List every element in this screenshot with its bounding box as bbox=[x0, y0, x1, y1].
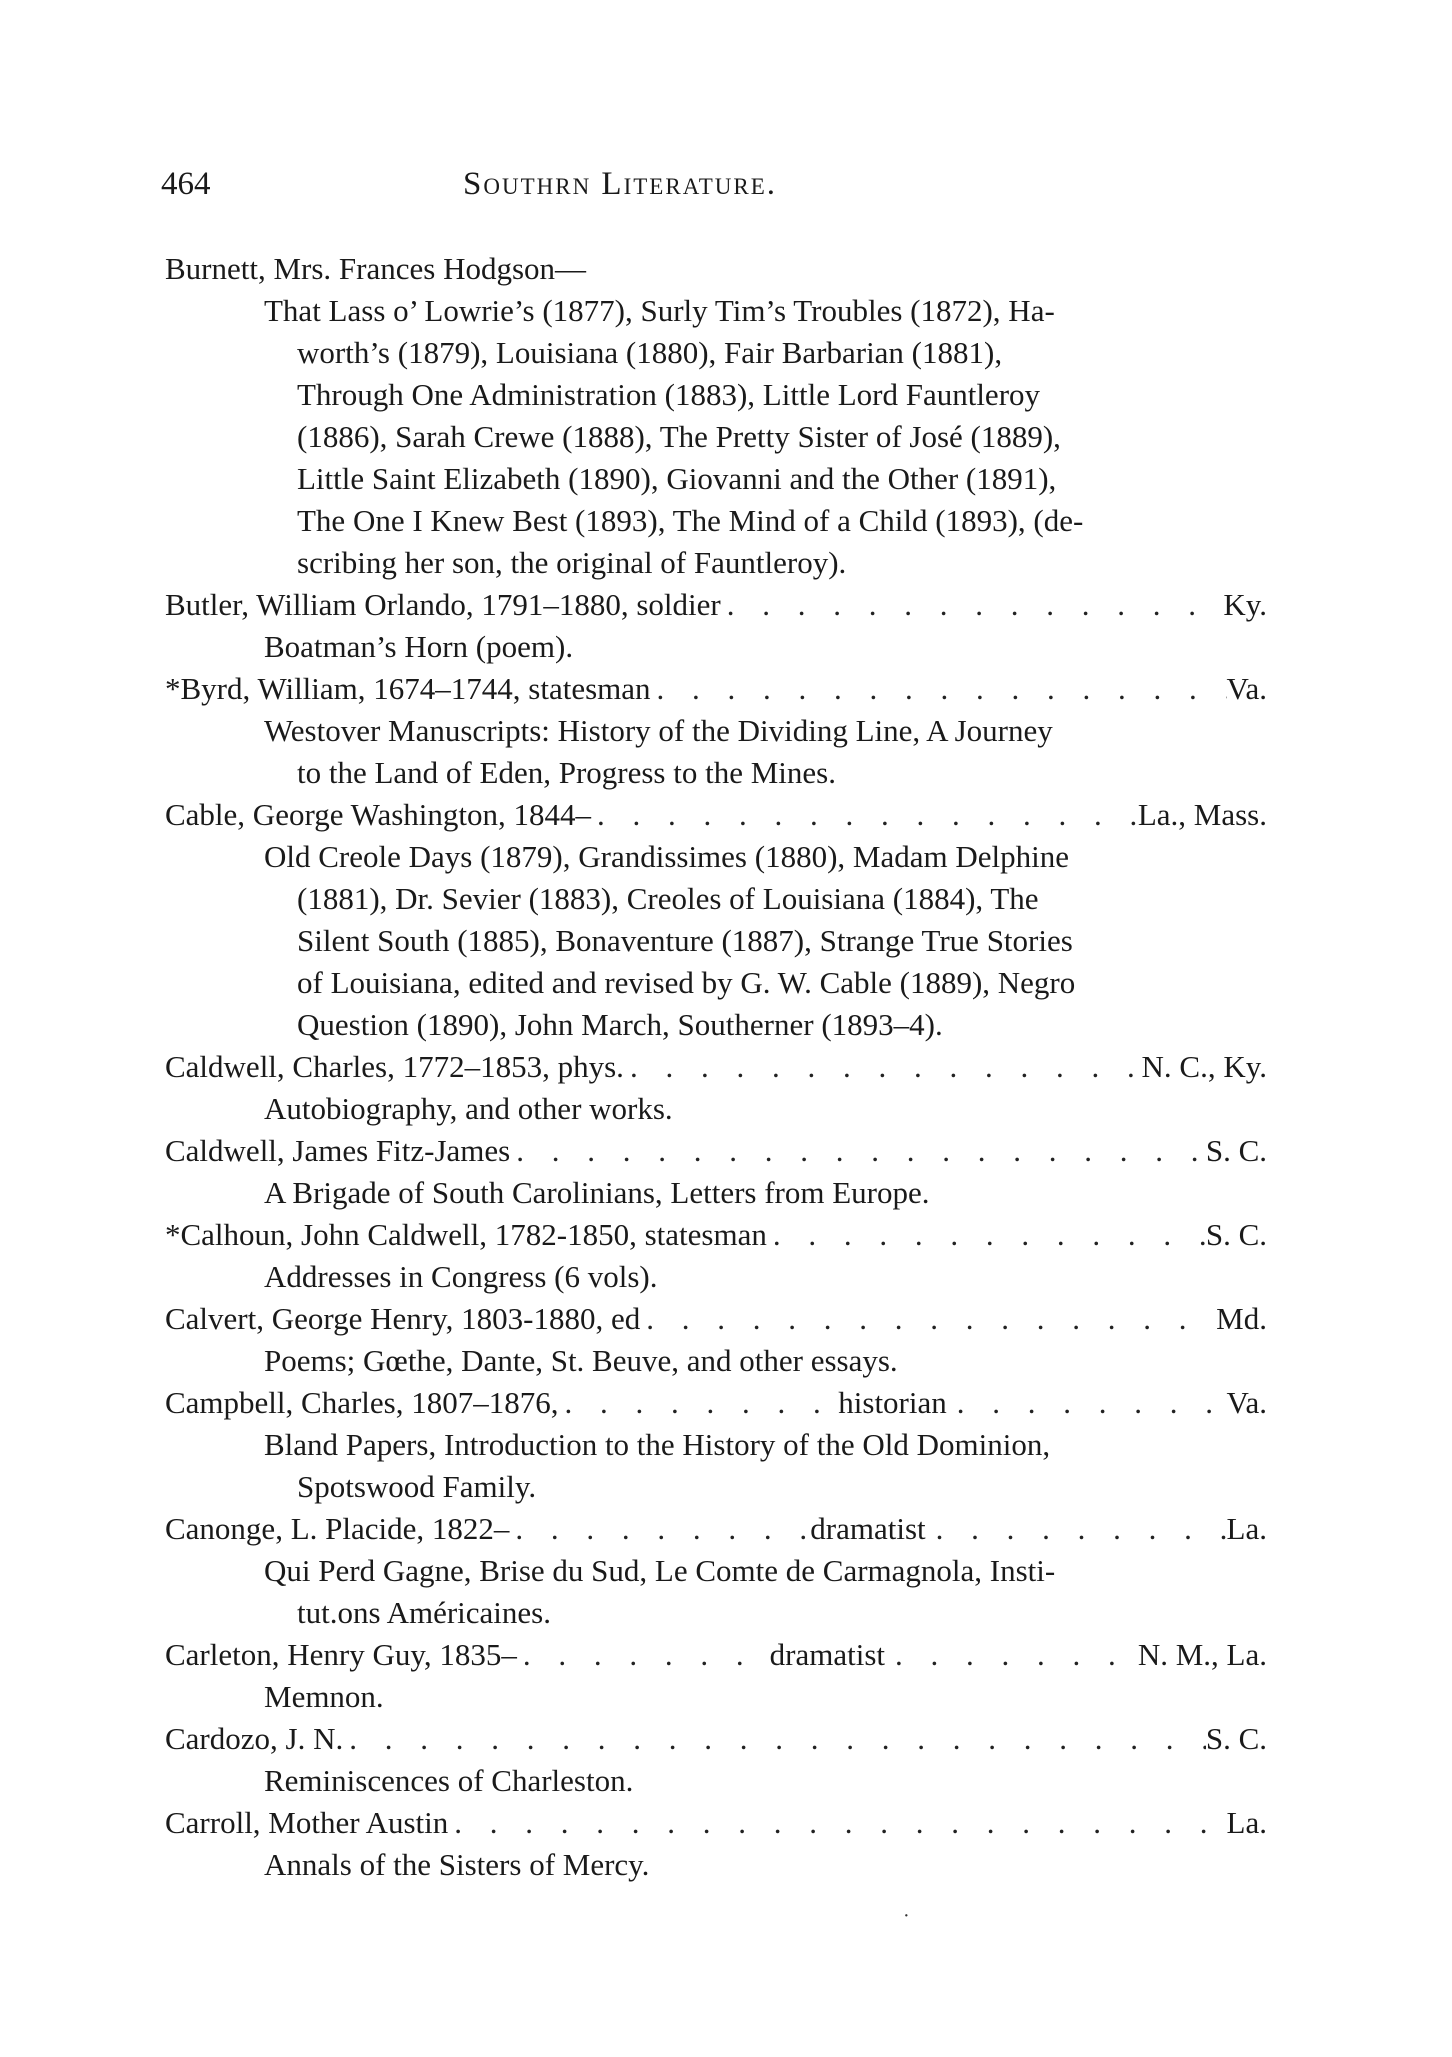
works-list bbox=[198, 710, 1267, 794]
works-line: tut.ons Américaines. bbox=[297, 1595, 551, 1630]
author-name: Caldwell, James Fitz-James bbox=[165, 1133, 511, 1168]
author-state: Va. bbox=[1226, 1385, 1268, 1420]
author-state: S. C. bbox=[1205, 1721, 1267, 1756]
author-name: Canonge, L. Placide, 1822– bbox=[165, 1511, 510, 1546]
works-list bbox=[198, 290, 1267, 584]
dot-leader bbox=[930, 1508, 1227, 1550]
author-entry bbox=[165, 1298, 1267, 1382]
page-number: 464 bbox=[161, 166, 211, 202]
author-state: La. bbox=[1226, 1805, 1267, 1840]
works-list bbox=[198, 1550, 1267, 1634]
dot-leader bbox=[517, 1634, 766, 1676]
running-head bbox=[161, 166, 1261, 216]
dot-leader bbox=[889, 1634, 1138, 1676]
works-list bbox=[198, 1760, 1267, 1802]
author-heading: Burnett, Mrs. Frances Hodgson— bbox=[165, 251, 587, 286]
author-name: Caldwell, Charles, 1772–1853, phys. bbox=[165, 1049, 624, 1084]
author-entry bbox=[165, 1214, 1267, 1298]
author-state: La. bbox=[1226, 1511, 1267, 1546]
works-line: Little Saint Elizabeth (1890), Giovanni and the Other (1891), bbox=[297, 461, 1057, 496]
works-line: Autobiography, and other works. bbox=[264, 1091, 673, 1126]
author-heading bbox=[165, 1382, 1267, 1424]
dot-leader bbox=[721, 584, 1224, 626]
works-line: Bland Papers, Introduction to the History of the Old Dominion, bbox=[264, 1427, 1051, 1462]
author-entry bbox=[165, 1382, 1267, 1508]
dot-leader bbox=[510, 1130, 1206, 1172]
author-name: Butler, William Orlando, 1791–1880, soldier bbox=[165, 587, 721, 622]
author-state: Ky. bbox=[1223, 587, 1267, 622]
author-entry bbox=[165, 668, 1267, 794]
works-line: Boatman’s Horn (poem). bbox=[264, 629, 574, 664]
author-state: Md. bbox=[1216, 1301, 1267, 1336]
author-heading bbox=[165, 794, 1267, 836]
works-line: Spotswood Family. bbox=[297, 1469, 537, 1504]
author-role: historian bbox=[838, 1385, 947, 1420]
works-list bbox=[198, 626, 1267, 668]
author-name: Cardozo, J. N. bbox=[165, 1721, 344, 1756]
author-name: *Calhoun, John Caldwell, 1782-1850, statesman bbox=[165, 1217, 767, 1252]
works-list bbox=[198, 836, 1267, 1046]
author-entries bbox=[165, 248, 1267, 1886]
author-heading bbox=[165, 1802, 1267, 1844]
author-state: La., Mass. bbox=[1137, 797, 1267, 832]
works-line: worth’s (1879), Louisiana (1880), Fair Barbarian (1881), bbox=[297, 335, 1003, 370]
works-line: A Brigade of South Carolinians, Letters from Europe. bbox=[264, 1175, 930, 1210]
dot-leader bbox=[448, 1802, 1226, 1844]
author-entry bbox=[165, 584, 1267, 668]
dot-leader bbox=[343, 1718, 1206, 1760]
author-entry bbox=[165, 794, 1267, 1046]
author-entry bbox=[165, 1718, 1267, 1802]
author-heading bbox=[165, 1634, 1267, 1676]
author-state: S. C. bbox=[1205, 1133, 1267, 1168]
works-line: Qui Perd Gagne, Brise du Sud, Le Comte de Carmagnola, Insti- bbox=[264, 1553, 1056, 1588]
author-heading bbox=[165, 1508, 1267, 1550]
author-state: S. C. bbox=[1205, 1217, 1267, 1252]
author-entry bbox=[165, 248, 1267, 584]
works-line: Through One Administration (1883), Little Lord Fauntleroy bbox=[297, 377, 1041, 412]
author-role: dramatist bbox=[769, 1637, 886, 1672]
author-name: *Byrd, William, 1674–1744, statesman bbox=[165, 671, 651, 706]
works-list bbox=[198, 1256, 1267, 1298]
works-line: Silent South (1885), Bonaventure (1887), Strange True Stories bbox=[297, 923, 1073, 958]
works-line: (1886), Sarah Crewe (1888), The Pretty Sister of José (1889), bbox=[297, 419, 1061, 454]
works-list bbox=[198, 1424, 1267, 1508]
author-state: N. M., La. bbox=[1137, 1637, 1267, 1672]
works-line: Poems; Gœthe, Dante, St. Beuve, and other essays. bbox=[264, 1343, 898, 1378]
author-name: Campbell, Charles, 1807–1876, bbox=[165, 1385, 559, 1420]
author-name: Carleton, Henry Guy, 1835– bbox=[165, 1637, 517, 1672]
works-list bbox=[198, 1172, 1267, 1214]
author-entry bbox=[165, 1046, 1267, 1130]
author-entry bbox=[165, 1634, 1267, 1718]
dot-leader bbox=[624, 1046, 1142, 1088]
author-entry bbox=[165, 1802, 1267, 1886]
author-role: dramatist bbox=[810, 1511, 926, 1546]
works-list bbox=[198, 1340, 1267, 1382]
works-line: scribing her son, the original of Fauntleroy). bbox=[297, 545, 847, 580]
works-line: Addresses in Congress (6 vols). bbox=[264, 1259, 658, 1294]
works-line: Westover Manuscripts: History of the Dividing Line, A Journey bbox=[264, 713, 1053, 748]
author-heading bbox=[165, 1130, 1267, 1172]
dot-leader bbox=[651, 668, 1227, 710]
works-line: Old Creole Days (1879), Grandissimes (1880), Madam Delphine bbox=[264, 839, 1069, 874]
works-line: That Lass o’ Lowrie’s (1877), Surly Tim’s Troubles (1872), Ha- bbox=[264, 293, 1055, 328]
author-heading bbox=[165, 668, 1267, 710]
works-line: Reminiscences of Charleston. bbox=[264, 1763, 634, 1798]
works-line: Memnon. bbox=[264, 1679, 384, 1714]
author-heading bbox=[165, 1214, 1267, 1256]
works-line: Question (1890), John March, Southerner (1893–4). bbox=[297, 1007, 943, 1042]
works-list bbox=[198, 1088, 1267, 1130]
author-name: Cable, George Washington, 1844– bbox=[165, 797, 591, 832]
author-entry bbox=[165, 1508, 1267, 1634]
works-line: Annals of the Sisters of Mercy. bbox=[264, 1847, 650, 1882]
works-line: to the Land of Eden, Progress to the Mines. bbox=[297, 755, 836, 790]
works-list bbox=[198, 1844, 1267, 1886]
running-title: Southrn Literature. bbox=[463, 166, 778, 202]
works-list bbox=[198, 1676, 1267, 1718]
dot-leader bbox=[640, 1298, 1216, 1340]
works-line: The One I Knew Best (1893), The Mind of a Child (1893), (de- bbox=[297, 503, 1084, 538]
author-heading bbox=[165, 1298, 1267, 1340]
author-name: Carroll, Mother Austin bbox=[165, 1805, 449, 1840]
dot-leader bbox=[767, 1214, 1206, 1256]
works-line: of Louisiana, edited and revised by G. W. Cable (1889), Negro bbox=[297, 965, 1076, 1000]
dot-leader bbox=[591, 794, 1138, 836]
author-name: Calvert, George Henry, 1803-1880, ed bbox=[165, 1301, 641, 1336]
author-state: N. C., Ky. bbox=[1141, 1049, 1267, 1084]
dot-leader bbox=[558, 1382, 834, 1424]
works-line: (1881), Dr. Sevier (1883), Creoles of Louisiana (1884), The bbox=[297, 881, 1039, 916]
author-heading bbox=[165, 1046, 1267, 1088]
author-heading bbox=[165, 1718, 1267, 1760]
dot-leader bbox=[509, 1508, 806, 1550]
author-entry bbox=[165, 1130, 1267, 1214]
dot-leader bbox=[951, 1382, 1227, 1424]
stray-print-mark: · bbox=[903, 1905, 910, 1927]
author-heading bbox=[165, 584, 1267, 626]
author-state: Va. bbox=[1226, 671, 1267, 706]
